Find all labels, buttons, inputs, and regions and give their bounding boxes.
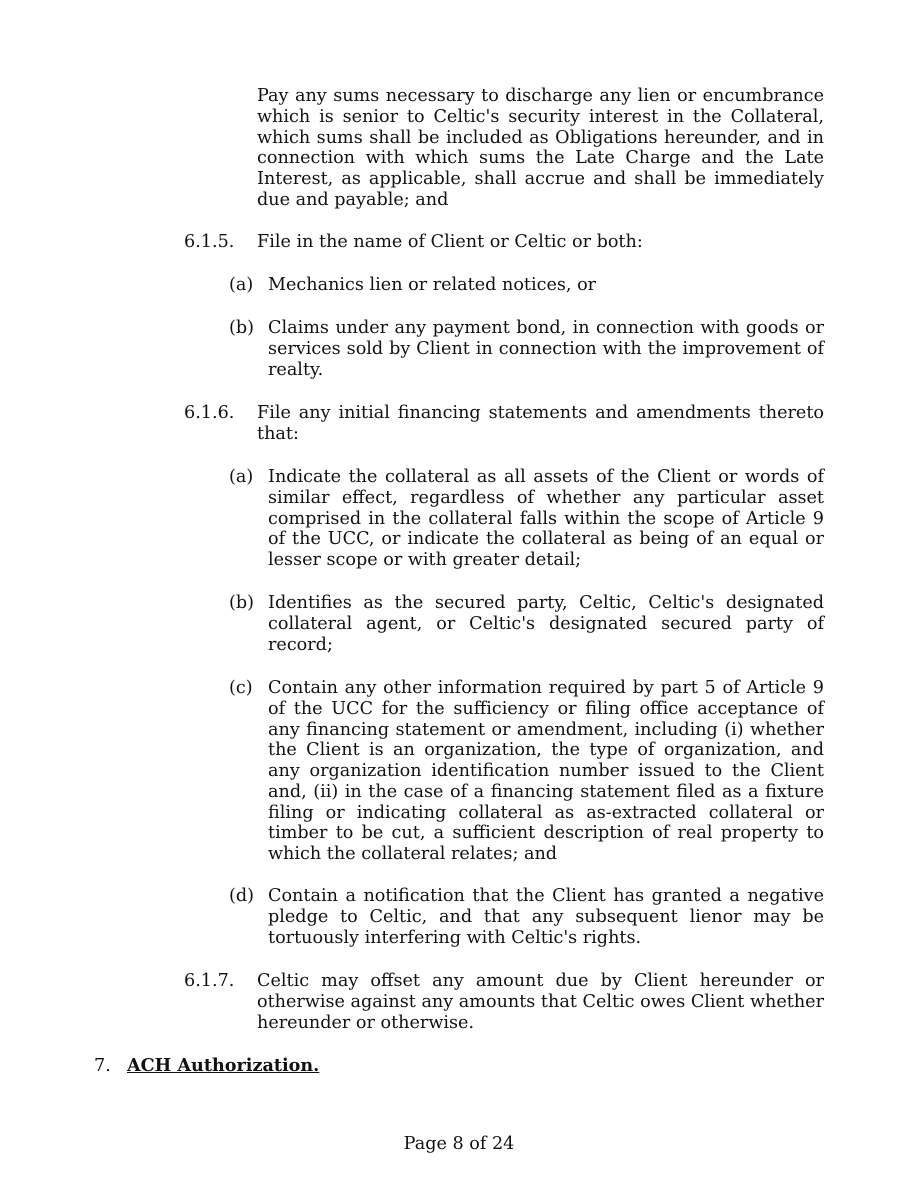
clause-number-6-1-7: 6.1.7. [184, 971, 235, 991]
clause-text-6-1-5: File in the name of Client or Celtic or both: [257, 232, 643, 252]
section-number-7: 7. [94, 1056, 111, 1076]
item-text-6-1-5-b: Claims under any payment bond, in connection with goods or services sold by Client in connection with the improvement of realty. [268, 318, 824, 380]
item-label-6-1-6-d: (d) [229, 886, 254, 906]
page-number-footer: Page 8 of 24 [403, 1134, 515, 1154]
item-text-6-1-5-a: Mechanics lien or related notices, or [268, 275, 597, 295]
item-text-6-1-6-c: Contain any other information required by part 5 of Article 9 of the UCC for the sufficiency or filing office acceptance of any financing statement or amendment, including (i) whether the Client is an organization, the type of organization, and any organization identification number issued to the Client and, (ii) in the case of a financing statement filed as a fixture filing or indicating collateral as as-extracted collateral or timber to be cut, a sufficient description of real property to which the collateral relates; and [268, 678, 824, 864]
clause-text-6-1-6: File any initial financing statements and amendments thereto that: [257, 403, 824, 444]
item-label-6-1-5-a: (a) [229, 275, 254, 295]
item-label-6-1-5-b: (b) [229, 318, 254, 338]
item-label-6-1-6-c: (c) [229, 678, 253, 698]
item-text-6-1-6-b: Identifies as the secured party, Celtic, Celtic's designated collateral agent, or Celtic's designated secured party of record; [268, 593, 824, 655]
item-text-6-1-6-a: Indicate the collateral as all assets of the Client or words of similar effect, regardless of whether any particular asset comprised in the collateral falls within the scope of Article 9 of the UCC, or indicate the collateral as being of an equal or lesser scope or with greater detail; [268, 467, 824, 570]
item-label-6-1-6-a: (a) [229, 467, 254, 487]
clause-text-6-1-7: Celtic may offset any amount due by Client hereunder or otherwise against any amounts that Celtic owes Client whether hereunder or otherwise. [257, 971, 824, 1033]
section-heading-ach-authorization: ACH Authorization. [127, 1055, 320, 1076]
clause-number-6-1-5: 6.1.5. [184, 232, 235, 252]
intro-paragraph: Pay any sums necessary to discharge any lien or encumbrance which is senior to Celtic's security interest in the Collateral, which sums shall be included as Obligations hereunder, and in connection with which sums the Late Charge and the Late Interest, as applicable, shall accrue and shall be immediately due and payable; and [257, 86, 824, 210]
clause-number-6-1-6: 6.1.6. [184, 403, 235, 423]
item-text-6-1-6-d: Contain a notification that the Client has granted a negative pledge to Celtic, and that any subsequent lienor may be tortuously interfering with Celtic's rights. [268, 886, 824, 948]
item-label-6-1-6-b: (b) [229, 593, 254, 613]
